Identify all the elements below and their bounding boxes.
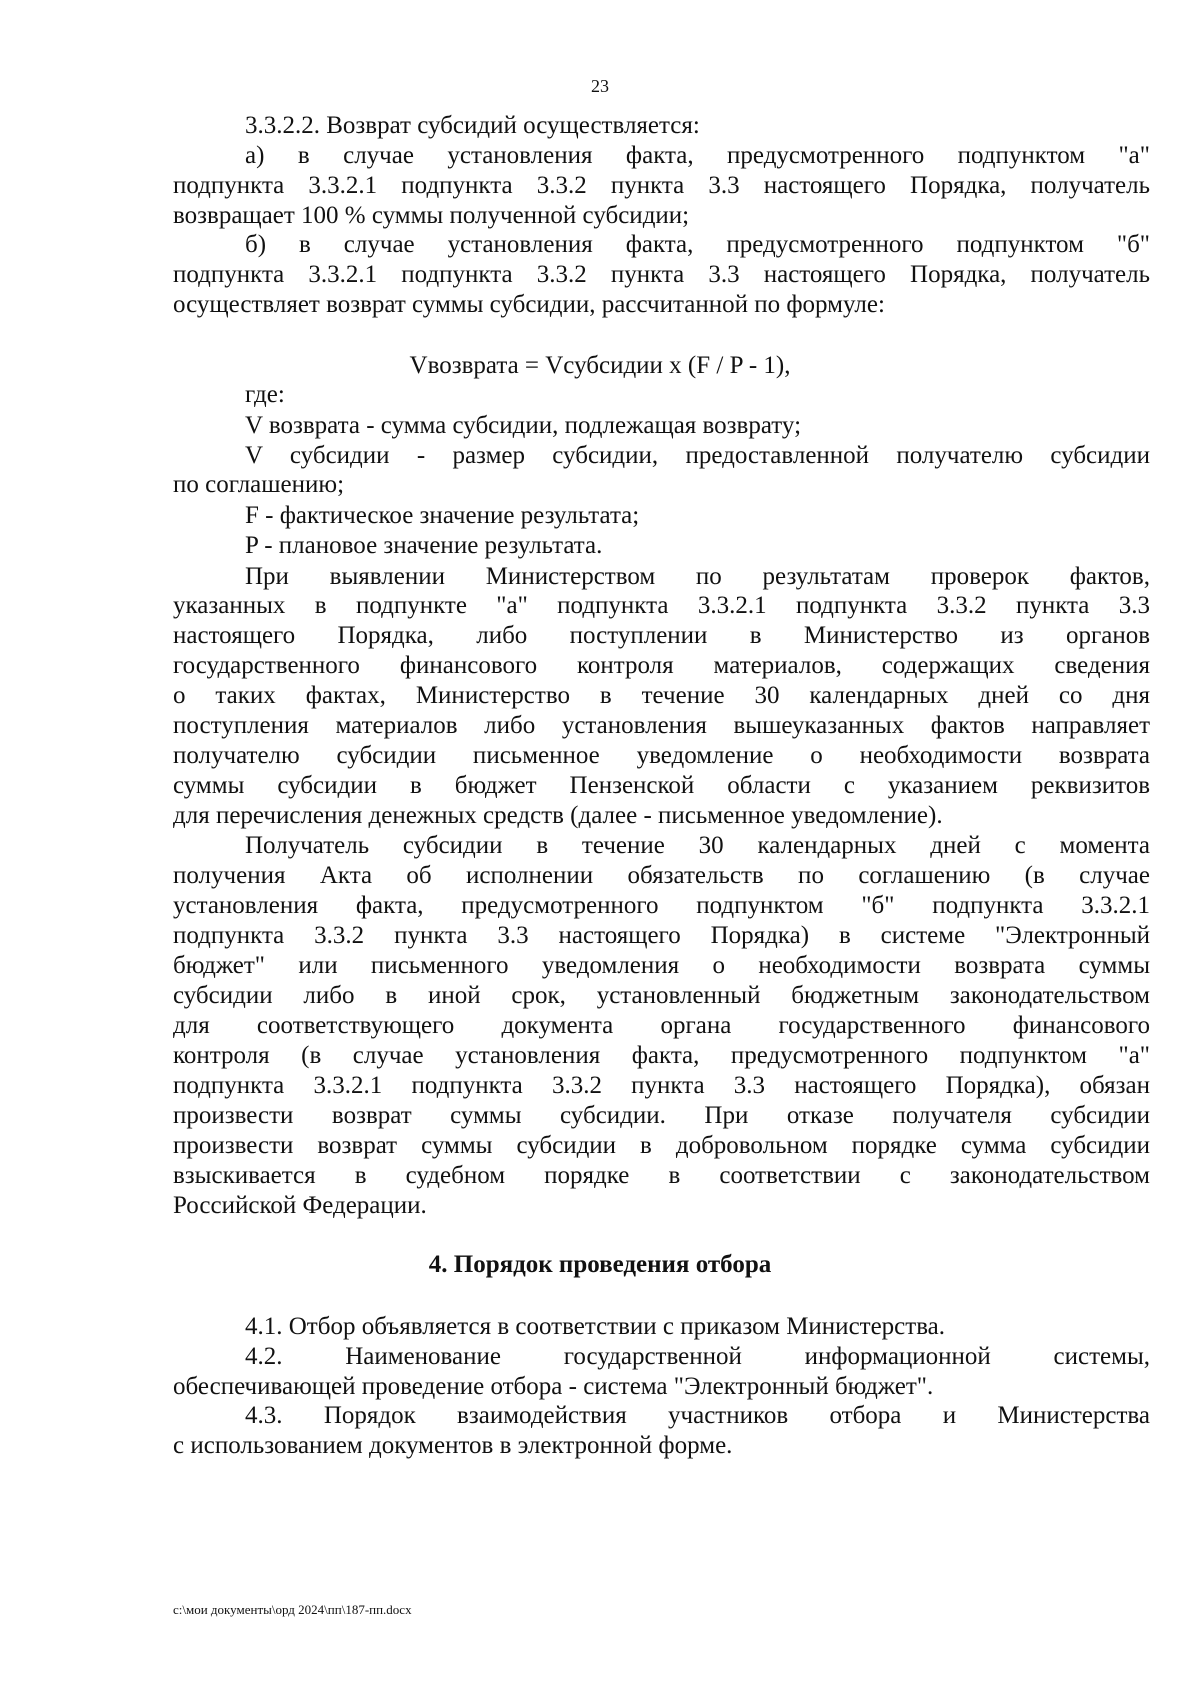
paragraph-line: 4.1. Отбор объявляется в соответствии с приказом Министерства.	[245, 1313, 946, 1340]
paragraph-line: суммы субсидии в бюджет Пензенской области с указанием реквизитов	[173, 772, 1150, 799]
paragraph-line: получателю субсидии письменное уведомление о необходимости возврата	[173, 742, 1150, 769]
paragraph-line: по соглашению;	[173, 471, 345, 498]
paragraph-line: бюджет" или письменного уведомления о необходимости возврата суммы	[173, 952, 1150, 979]
paragraph-line: произвести возврат суммы субсидии. При отказе получателя субсидии	[173, 1102, 1150, 1129]
paragraph-line: F - фактическое значение результата;	[245, 502, 640, 529]
paragraph-line: 3.3.2.2. Возврат субсидий осуществляется:	[245, 112, 700, 139]
paragraph-line: При выявлении Министерством по результатам проверок фактов,	[245, 563, 1150, 590]
paragraph-line: где:	[245, 381, 285, 408]
paragraph-line: P - плановое значение результата.	[245, 532, 603, 559]
paragraph-line: осуществляет возврат суммы субсидии, рассчитанной по формуле:	[173, 291, 885, 318]
paragraph-line: подпункта 3.3.2.1 подпункта 3.3.2 пункта 3.3 настоящего Порядка, получатель	[173, 261, 1150, 288]
paragraph-line: поступления материалов либо установления вышеуказанных фактов направляет	[173, 712, 1150, 739]
paragraph-line: б) в случае установления факта, предусмотренного подпунктом "б"	[245, 231, 1150, 258]
paragraph-line: произвести возврат суммы субсидии в добровольном порядке сумма субсидии	[173, 1132, 1150, 1159]
paragraph-line: указанных в подпункте "а" подпункта 3.3.2.1 подпункта 3.3.2 пункта 3.3	[173, 592, 1150, 619]
paragraph-line: государственного финансового контроля материалов, содержащих сведения	[173, 652, 1150, 679]
paragraph-line: с использованием документов в электронной форме.	[173, 1432, 733, 1459]
formula: Vвозврата = Vсубсидии x (F / P - 1),	[409, 352, 791, 379]
paragraph-line: возвращает 100 % суммы полученной субсидии;	[173, 202, 690, 229]
paragraph-line: установления факта, предусмотренного подпунктом "б" подпункта 3.3.2.1	[173, 892, 1150, 919]
section-heading: 4. Порядок проведения отбора	[428, 1251, 772, 1278]
paragraph-line: взыскивается в судебном порядке в соответствии с законодательством	[173, 1162, 1150, 1189]
footer-file-path: c:\мои документы\орд 2024\пп\187-пп.docx	[173, 1602, 412, 1617]
paragraph-line: 4.2. Наименование государственной информационной системы,	[245, 1343, 1150, 1370]
paragraph-line: настоящего Порядка, либо поступлении в Министерство из органов	[173, 622, 1150, 649]
paragraph-line: о таких фактах, Министерство в течение 30 календарных дней со дня	[173, 682, 1150, 709]
paragraph-line: получения Акта об исполнении обязательств по соглашению (в случае	[173, 862, 1150, 889]
paragraph-line: подпункта 3.3.2.1 подпункта 3.3.2 пункта 3.3 настоящего Порядка), обязан	[173, 1072, 1150, 1099]
paragraph-line: подпункта 3.3.2 пункта 3.3 настоящего Порядка) в системе "Электронный	[173, 922, 1150, 949]
paragraph-line: 4.3. Порядок взаимодействия участников отбора и Министерства	[245, 1402, 1150, 1429]
paragraph-line: субсидии либо в иной срок, установленный бюджетным законодательством	[173, 982, 1150, 1009]
paragraph-line: V возврата - сумма субсидии, подлежащая возврату;	[245, 412, 802, 439]
paragraph-line: для соответствующего документа органа государственного финансового	[173, 1012, 1150, 1039]
paragraph-line: а) в случае установления факта, предусмотренного подпунктом "а"	[245, 142, 1150, 169]
paragraph-line: контроля (в случае установления факта, предусмотренного подпунктом "а"	[173, 1042, 1150, 1069]
paragraph-line: подпункта 3.3.2.1 подпункта 3.3.2 пункта 3.3 настоящего Порядка, получатель	[173, 172, 1150, 199]
paragraph-line: Получатель субсидии в течение 30 календарных дней с момента	[245, 832, 1150, 859]
paragraph-line: для перечисления денежных средств (далее - письменное уведомление).	[173, 802, 943, 829]
paragraph-line: обеспечивающей проведение отбора - система "Электронный бюджет".	[173, 1373, 934, 1400]
paragraph-line: Российской Федерации.	[173, 1192, 427, 1219]
paragraph-line: V субсидии - размер субсидии, предоставленной получателю субсидии	[245, 442, 1150, 469]
page-number: 23	[591, 76, 609, 96]
